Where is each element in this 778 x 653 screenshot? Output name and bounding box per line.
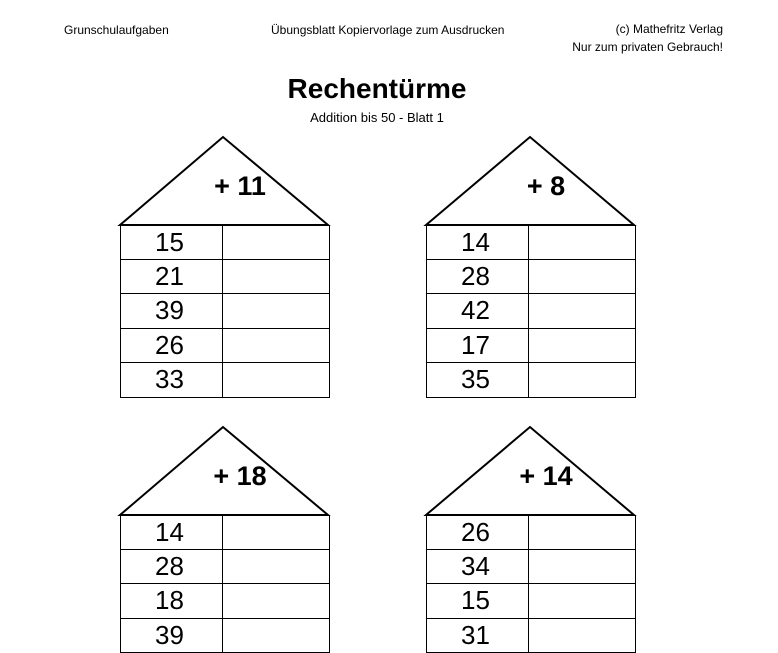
header-center: Übungsblatt Kopiervorlage zum Ausdrucken	[271, 23, 505, 37]
answer-cell[interactable]	[223, 294, 330, 328]
table-row	[120, 260, 330, 295]
table-row	[426, 329, 636, 364]
answer-cell[interactable]	[223, 329, 330, 363]
header-right	[572, 20, 723, 56]
tower-operation: + 14	[519, 461, 573, 491]
table-row	[120, 363, 330, 398]
answer-cell[interactable]	[223, 584, 330, 618]
start-number: 35	[426, 363, 529, 397]
tower-operation: + 8	[526, 171, 566, 201]
start-number: 42	[426, 294, 529, 328]
start-number: 39	[120, 619, 223, 653]
answer-cell[interactable]	[223, 619, 330, 653]
table-row	[426, 294, 636, 329]
answer-cell[interactable]	[529, 329, 636, 363]
table-row	[426, 550, 636, 585]
tower-operation: + 18	[213, 461, 267, 491]
start-number: 18	[120, 584, 223, 618]
table-row	[120, 619, 330, 653]
tower-table	[426, 225, 636, 398]
tower-table	[120, 515, 330, 653]
answer-cell[interactable]	[529, 363, 636, 397]
table-row	[120, 294, 330, 329]
answer-cell[interactable]	[529, 516, 636, 549]
table-row	[120, 329, 330, 364]
table-row	[120, 515, 330, 550]
answer-cell[interactable]	[223, 260, 330, 294]
page-title: Rechentürme	[287, 73, 467, 104]
answer-cell[interactable]	[529, 584, 636, 618]
start-number: 14	[120, 516, 223, 549]
table-row	[426, 225, 636, 260]
header-usage-note: Nur zum privaten Gebrauch!	[572, 40, 723, 54]
answer-cell[interactable]	[223, 516, 330, 549]
answer-cell[interactable]	[529, 226, 636, 259]
table-row	[120, 225, 330, 260]
header-left: Grunschulaufgaben	[64, 23, 169, 37]
table-row	[426, 619, 636, 653]
start-number: 31	[426, 619, 529, 653]
start-number: 21	[120, 260, 223, 294]
table-row	[426, 363, 636, 398]
start-number: 28	[426, 260, 529, 294]
table-row	[120, 550, 330, 585]
start-number: 14	[426, 226, 529, 259]
answer-cell[interactable]	[529, 294, 636, 328]
start-number: 28	[120, 550, 223, 584]
answer-cell[interactable]	[529, 550, 636, 584]
start-number: 26	[426, 516, 529, 549]
table-row	[426, 584, 636, 619]
answer-cell[interactable]	[223, 226, 330, 259]
table-row	[120, 584, 330, 619]
start-number: 15	[120, 226, 223, 259]
start-number: 15	[426, 584, 529, 618]
answer-cell[interactable]	[529, 260, 636, 294]
start-number: 33	[120, 363, 223, 397]
start-number: 34	[426, 550, 529, 584]
start-number: 26	[120, 329, 223, 363]
header-copyright: (c) Mathefritz Verlag	[615, 22, 723, 36]
tower-operation: + 11	[214, 171, 266, 201]
tower-table	[120, 225, 330, 398]
start-number: 17	[426, 329, 529, 363]
tower-table	[426, 515, 636, 653]
answer-cell[interactable]	[529, 619, 636, 653]
answer-cell[interactable]	[223, 363, 330, 397]
start-number: 39	[120, 294, 223, 328]
table-row	[426, 260, 636, 295]
table-row	[426, 515, 636, 550]
page-subtitle: Addition bis 50 - Blatt 1	[310, 110, 444, 125]
answer-cell[interactable]	[223, 550, 330, 584]
